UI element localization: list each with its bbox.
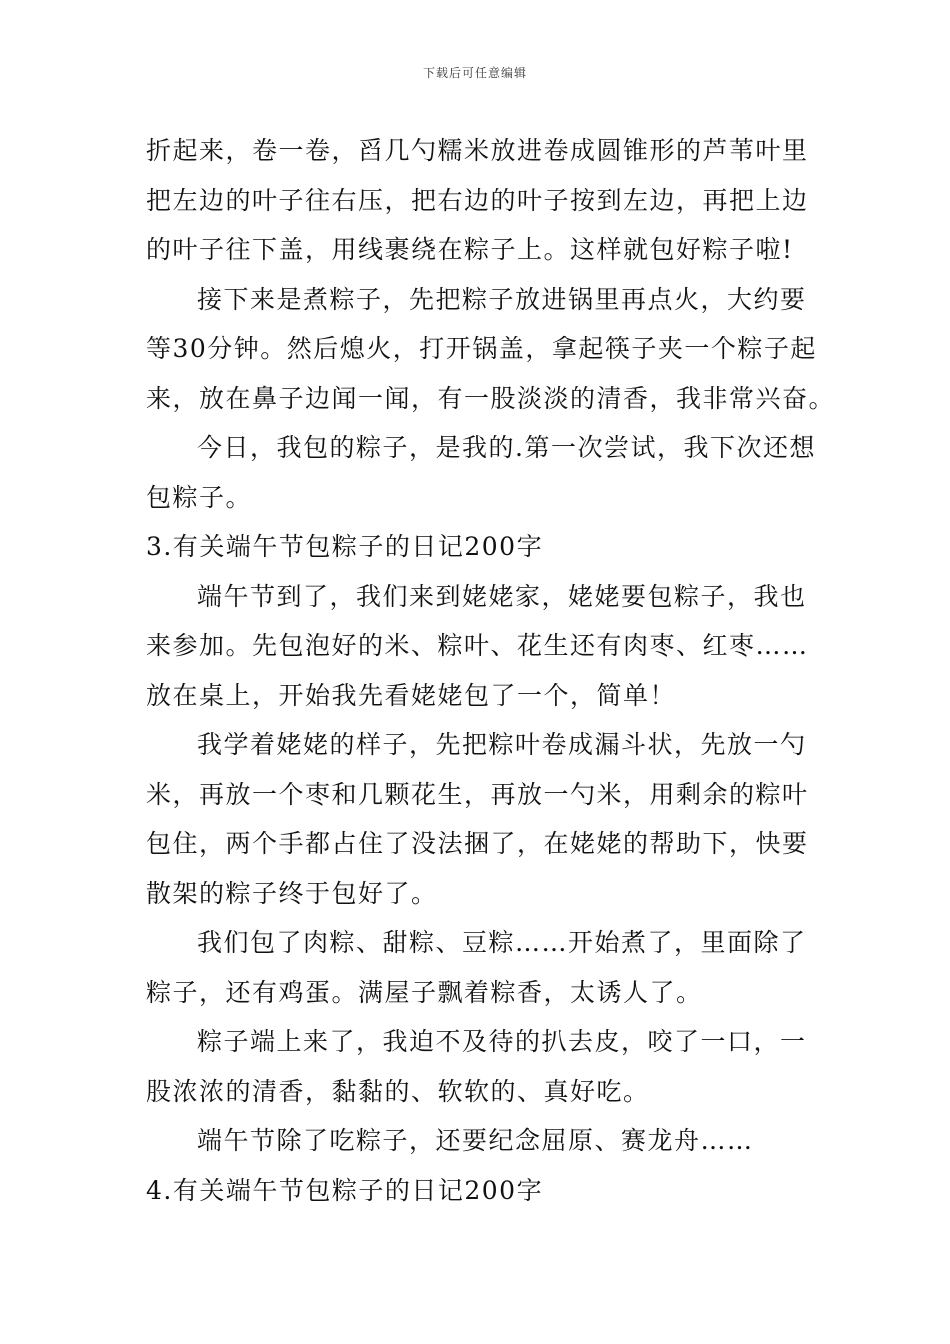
text-line: 米，再放一个枣和几颗花生，再放一勺米，用剩余的粽叶 <box>146 779 809 809</box>
document-body <box>146 126 836 1215</box>
text-line: 散架的粽子终于包好了。 <box>146 878 438 908</box>
text-line: 来，放在鼻子边闻一闻，有一股淡淡的清香，我非常兴奋。 <box>146 383 836 413</box>
text-line: 包住，两个手都占住了没法捆了，在姥姥的帮助下，快要 <box>146 829 809 858</box>
text-line: 3.有关端午节包粽子的日记200字 <box>146 532 544 561</box>
page-header: 下载后可任意编辑 <box>422 66 527 80</box>
text-line: 端午节除了吃粽子，还要纪念屈原、赛龙舟…… <box>197 1126 754 1155</box>
text-line: 我们包了肉粽、甜粽、豆粽……开始煮了，里面除了 <box>197 928 807 957</box>
text-line: 粽子端上来了，我迫不及待的扒去皮，咬了一口，一 <box>197 1027 807 1056</box>
text-line: 来参加。先包泡好的米、粽叶、花生还有肉枣、红枣…… <box>146 631 809 660</box>
text-line: 接下来是煮粽子，先把粽子放进锅里再点火，大约要 <box>197 284 807 314</box>
text-line: 包粽子。 <box>146 482 253 512</box>
text-line: 4.有关端午节包粽子的日记200字 <box>146 1175 544 1205</box>
text-line: 等30分钟。然后熄火，打开锅盖，拿起筷子夹一个粽子起 <box>146 334 817 363</box>
text-line: 折起来，卷一卷，舀几勺糯米放进卷成圆锥形的芦苇叶里 <box>146 136 809 165</box>
text-line: 今日，我包的粽子，是我的.第一次尝试，我下次还想 <box>197 433 816 462</box>
text-line: 我学着姥姥的样子，先把粽叶卷成漏斗状，先放一勺 <box>197 730 807 759</box>
text-line: 把左边的叶子往右压，把右边的叶子按到左边，再把上边 <box>146 185 809 215</box>
text-line: 股浓浓的清香，黏黏的、软软的、真好吃。 <box>146 1076 650 1106</box>
text-line: 的叶子往下盖，用线裹绕在粽子上。这样就包好粽子啦! <box>146 235 794 264</box>
text-line: 粽子，还有鸡蛋。满屋子飘着粽香，太诱人了。 <box>146 977 703 1007</box>
text-line: 端午节到了，我们来到姥姥家，姥姥要包粽子，我也 <box>197 581 807 611</box>
text-line: 放在桌上，开始我先看姥姥包了一个，简单！ <box>146 680 677 710</box>
